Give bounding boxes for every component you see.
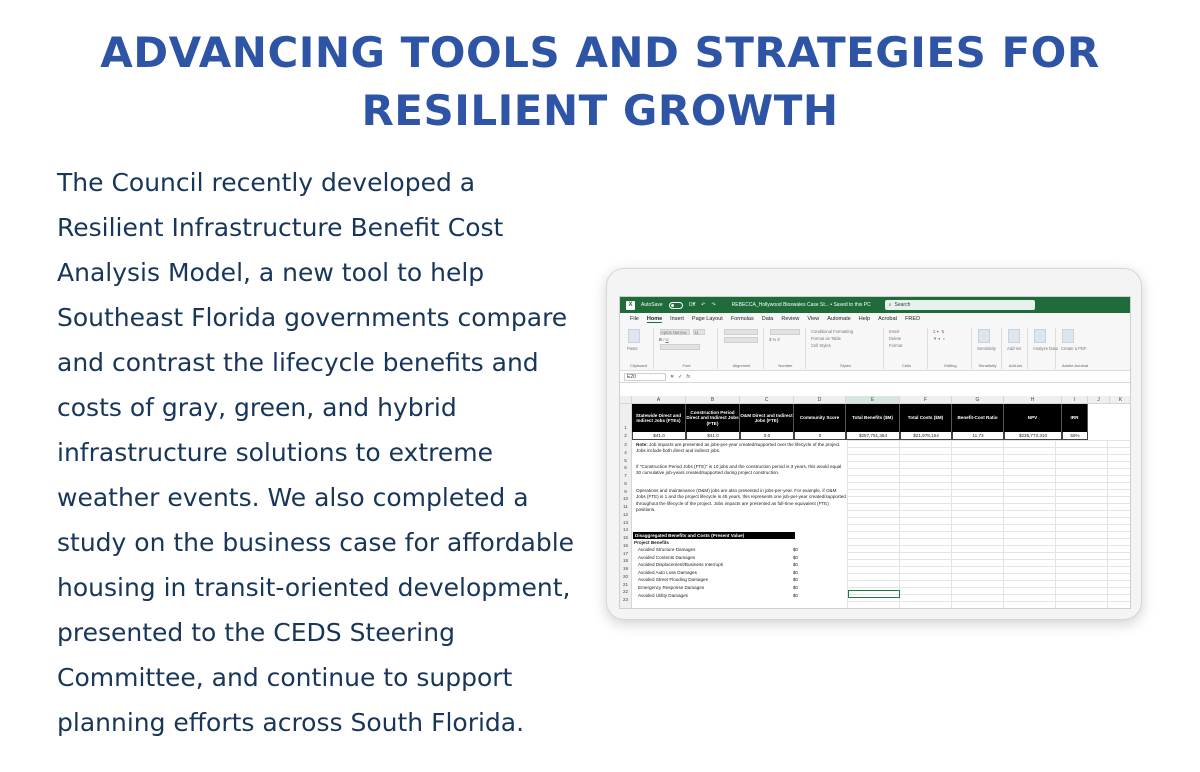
benefit-label: Avoided Contents Damages — [638, 554, 696, 560]
column-header[interactable]: B — [686, 396, 740, 404]
benefit-row[interactable] — [638, 569, 798, 577]
benefit-row[interactable] — [638, 546, 798, 554]
font-name-select[interactable]: Aptos Narrow — [660, 329, 690, 335]
font-color-controls[interactable] — [660, 344, 700, 350]
note-1 — [636, 442, 846, 455]
number-format-select[interactable] — [770, 329, 800, 335]
benefit-row[interactable] — [638, 576, 798, 584]
create-pdf-label: Create a PDF — [1061, 346, 1087, 351]
note-3: Operations and maintenance (O&M) jobs are also presented in jobs-per-year. For example, if O&M Jobs (FTE) is 1 and the project lifecycle is 45 years, this represents one job-per-year created/supported throughout the lifecycle of the project. Jobs impacts are presented as full-time equivalent (FTE) positions. — [636, 488, 846, 513]
tab-formulas[interactable]: Formulas — [730, 316, 754, 322]
align-controls[interactable] — [724, 329, 758, 335]
excel-title-bar — [620, 297, 1130, 313]
select-all-corner[interactable] — [620, 396, 632, 404]
note-2: If "Construction Period Jobs (FTE)" is 10 jobs and the construction period is 3 years, this would equal 30 cumulative job-years created/supported during project construction. — [636, 464, 842, 476]
body-line: housing in transit-oriented development, — [57, 573, 571, 602]
column-header[interactable]: C — [740, 396, 794, 404]
row-header[interactable]: 11 — [623, 504, 628, 509]
comma-button[interactable]: 9 — [777, 337, 780, 342]
row-header[interactable]: 7 — [624, 473, 627, 478]
benefit-value: $0 — [792, 569, 798, 575]
row-header[interactable]: 19 — [622, 566, 628, 571]
column-header[interactable]: A — [632, 396, 686, 404]
row-header[interactable]: 22 — [622, 589, 628, 595]
column-header[interactable]: I — [1062, 396, 1088, 404]
ribbon-group-cells — [886, 328, 928, 369]
value-cell[interactable]: 11.73 — [952, 432, 1004, 440]
search-box[interactable] — [885, 300, 1035, 310]
body-line: and contrast the lifecycle benefits and — [57, 348, 539, 377]
addins-label: Add-ins — [1007, 346, 1022, 351]
header-cell[interactable]: Construction Period Direct and Indirect Jobs (FTE) — [686, 404, 740, 432]
fill-icon[interactable]: ▼ ▾ ⌕ — [933, 336, 946, 341]
ribbon-group-number — [766, 328, 806, 369]
row-header[interactable]: 3 — [624, 442, 627, 447]
row-header[interactable]: 6 — [624, 465, 627, 471]
benefit-value: $0 — [792, 585, 798, 590]
row-header[interactable]: 14 — [622, 527, 628, 533]
excel-logo-icon: X — [626, 301, 635, 310]
column-header[interactable]: K — [1110, 396, 1131, 404]
benefit-value: $0 — [792, 577, 798, 583]
benefit-row[interactable] — [638, 561, 798, 569]
group-label: Cells — [902, 363, 911, 368]
body-line: infrastructure solutions to extreme — [57, 438, 493, 467]
benefit-label: Avoided Auto Loss Damages — [638, 569, 697, 575]
tab-home[interactable]: Home — [646, 315, 663, 322]
benefit-value: $0 — [792, 554, 798, 560]
selected-cell-e20[interactable] — [848, 590, 900, 598]
ribbon-group-analyze — [1030, 328, 1056, 369]
body-line: Southeast Florida governments compare — [57, 303, 568, 332]
header-cell[interactable]: Statewide Direct and Indirect Jobs (FTEs) — [632, 404, 686, 432]
header-cell[interactable]: Total Costs ($M) — [900, 404, 952, 432]
benefit-row[interactable] — [638, 554, 798, 562]
autosum-icon[interactable]: Σ ▾ ⇅ — [933, 329, 945, 334]
body-line: Resilient Infrastructure Benefit Cost — [57, 213, 504, 242]
document-title[interactable]: REBECCA_Hollywood Bioswales Case St... • Saved to this PC — [731, 302, 871, 308]
name-box[interactable]: E20 — [624, 373, 666, 381]
title-line-1: ADVANCING TOOLS AND STRATEGIES FOR — [100, 28, 1100, 77]
search-icon: ⌕ — [888, 302, 892, 308]
autosave-toggle[interactable] — [669, 302, 683, 309]
benefit-label: Emergency Response Damages — [638, 585, 705, 590]
group-label: Add-ins — [1008, 363, 1023, 368]
tablet-mockup — [606, 268, 1142, 620]
group-label: Styles — [840, 363, 851, 368]
row-header[interactable]: 23 — [622, 597, 628, 602]
confirm-icon[interactable]: ✓ — [678, 373, 683, 380]
insert-cells-button[interactable]: Insert — [889, 329, 900, 334]
autosave-state: Off — [688, 302, 696, 308]
value-cell[interactable]: 55% — [1062, 432, 1088, 440]
row-header[interactable]: 1 — [620, 404, 632, 432]
benefit-label: Avoided Structure Damages — [638, 547, 696, 552]
ribbon-group-clipboard — [624, 328, 654, 369]
redo-icon[interactable]: ↷ — [711, 302, 716, 308]
row-header[interactable]: 4 — [624, 449, 627, 455]
row-header[interactable]: 21 — [622, 581, 628, 587]
row-header[interactable]: 16 — [622, 542, 628, 548]
body-line: Committee, and continue to support — [57, 663, 513, 692]
ribbon-group-addins — [1004, 328, 1028, 369]
group-label: Adobe Acrobat — [1061, 363, 1089, 368]
benefit-value: $0 — [792, 547, 798, 552]
group-label: Editing — [944, 363, 957, 368]
row-header[interactable]: 15 — [622, 535, 628, 540]
benefit-row[interactable] — [638, 592, 798, 600]
note-1-text: Job impacts are presented as jobs-per-year created/supported over the lifecycle of the project. Jobs include both direct and indirect jobs. — [636, 442, 841, 454]
section-title: Disaggregated Benefits and Costs (Present Value) — [633, 532, 795, 539]
function-icon[interactable]: fx — [686, 373, 691, 380]
benefit-value: $0 — [792, 562, 798, 568]
group-label: Clipboard — [629, 363, 648, 368]
ribbon-group-styles — [808, 328, 884, 369]
benefit-label: Avoided Utility Damages — [638, 592, 688, 598]
search-placeholder: Search — [894, 302, 911, 308]
group-label: Number — [778, 363, 793, 368]
autosave-label: AutoSave — [641, 302, 663, 308]
row-header[interactable]: 12 — [622, 511, 628, 517]
font-size-select[interactable]: 11 — [693, 329, 705, 335]
note-label: Note: — [636, 442, 648, 447]
analyze-data-icon[interactable] — [1034, 329, 1046, 343]
header-cell[interactable]: Total Benefits ($M) — [846, 404, 900, 432]
underline-button[interactable]: U — [665, 337, 669, 342]
ribbon-group-editing — [930, 328, 972, 369]
row-header[interactable]: 9 — [624, 488, 627, 494]
tab-help[interactable]: Help — [858, 316, 871, 322]
header-cell[interactable]: O&M Direct and Indirect Jobs (FTE) — [740, 404, 794, 432]
empty-grid — [847, 440, 1131, 609]
addins-icon[interactable] — [1008, 329, 1020, 343]
value-cell[interactable]: $257,751,464 — [846, 432, 900, 440]
row-header[interactable]: 8 — [624, 480, 627, 486]
create-pdf-icon[interactable] — [1062, 329, 1074, 343]
benefit-row[interactable] — [638, 584, 798, 592]
column-header[interactable]: G — [952, 396, 1004, 404]
tab-view[interactable]: View — [807, 316, 820, 322]
row-header[interactable]: 10 — [622, 496, 628, 502]
column-header[interactable]: F — [900, 396, 952, 404]
column-header[interactable]: H — [1004, 396, 1062, 404]
formula-bar — [620, 371, 1130, 383]
group-label: Font — [682, 363, 691, 368]
ribbon-group-font — [656, 328, 718, 369]
format-as-table-button[interactable]: Format as Table — [811, 336, 841, 341]
body-line: study on the business case for affordable — [57, 528, 575, 557]
tab-data[interactable]: Data — [761, 316, 774, 322]
column-header[interactable]: E — [846, 396, 900, 404]
tab-acrobat[interactable]: Acrobat — [878, 316, 898, 322]
group-label: Sensitivity — [978, 363, 997, 368]
body-line: presented to the CEDS Steering — [57, 618, 455, 647]
analyze-data-label: Analyze Data — [1033, 346, 1058, 351]
header-cell[interactable]: NPV — [1004, 404, 1062, 432]
body-line: weather events. We also completed a — [57, 483, 529, 512]
align-controls-2[interactable] — [724, 337, 758, 343]
value-cell[interactable]: 0.0 — [740, 432, 794, 440]
bold-button[interactable]: B — [659, 337, 663, 342]
header-cell[interactable]: Benefit-Cost Ratio — [952, 404, 1004, 432]
sensitivity-icon[interactable] — [978, 329, 990, 343]
tab-review[interactable]: Review — [781, 316, 800, 322]
currency-button[interactable]: $ — [769, 337, 772, 342]
body-line: Analysis Model, a new tool to help — [57, 258, 485, 287]
benefit-value: $0 — [792, 592, 798, 598]
column-header[interactable]: J — [1088, 396, 1110, 404]
row-header[interactable]: 2 — [620, 432, 632, 440]
ribbon — [620, 325, 1130, 371]
row-header[interactable]: 20 — [622, 573, 628, 579]
header-cell[interactable]: IRR — [1062, 404, 1088, 432]
tab-automate[interactable]: Automate — [827, 316, 851, 322]
ribbon-tabs — [620, 313, 1130, 325]
body-line: planning efforts across South Florida. — [57, 708, 525, 737]
paste-icon[interactable] — [628, 329, 640, 343]
row-header[interactable]: 18 — [622, 558, 628, 564]
title-line-2: RESILIENT GROWTH — [361, 86, 839, 135]
format-cells-button[interactable]: Format — [889, 343, 903, 348]
excel-screenshot — [619, 296, 1131, 609]
value-cell[interactable]: $41.0 — [686, 432, 740, 440]
delete-cells-button[interactable]: Delete — [889, 336, 902, 341]
cancel-icon[interactable]: ✕ — [670, 373, 675, 380]
column-header[interactable]: D — [794, 396, 846, 404]
ribbon-group-acrobat — [1058, 328, 1092, 369]
body-line: costs of gray, green, and hybrid — [57, 393, 457, 422]
value-cell[interactable]: 0 — [794, 432, 846, 440]
percent-button[interactable]: % — [772, 337, 777, 342]
sensitivity-label: Sensitivity — [977, 346, 996, 351]
benefit-label: Avoided Street Flooding Damages — [638, 577, 708, 583]
value-cell[interactable]: $41.0 — [632, 432, 686, 440]
benefit-label: Avoided Displacement/Business Interrupti — [638, 562, 723, 568]
row-headers-rest — [620, 440, 632, 609]
value-cell[interactable]: $21,978,154 — [900, 432, 952, 440]
italic-button[interactable]: I — [663, 337, 665, 342]
page-title — [60, 24, 1140, 140]
group-label: Alignment — [732, 363, 751, 368]
row-header[interactable]: 13 — [622, 519, 628, 525]
ribbon-group-sensitivity — [974, 328, 1002, 369]
section-subtitle: Project Benefits — [634, 540, 669, 545]
paste-label: Paste — [627, 346, 638, 351]
cell-styles-button[interactable]: Cell Styles — [811, 343, 831, 348]
tab-fred[interactable]: FRED — [905, 316, 921, 322]
tab-insert[interactable]: Insert — [670, 316, 684, 322]
tab-file[interactable]: File — [630, 316, 639, 322]
undo-icon[interactable]: ↶ — [701, 302, 706, 308]
body-paragraph — [57, 160, 577, 745]
body-line: The Council recently developed a — [57, 168, 476, 197]
value-cell[interactable]: $235,773,310 — [1004, 432, 1062, 440]
conditional-formatting-button[interactable]: Conditional Formatting — [811, 329, 854, 334]
tab-page-layout[interactable]: Page Layout — [691, 316, 723, 322]
header-cell[interactable]: Community Score — [794, 404, 846, 432]
row-header[interactable]: 5 — [624, 457, 627, 463]
row-header[interactable]: 17 — [622, 550, 628, 556]
spreadsheet-grid[interactable] — [620, 396, 1131, 609]
ribbon-group-alignment — [720, 328, 764, 369]
